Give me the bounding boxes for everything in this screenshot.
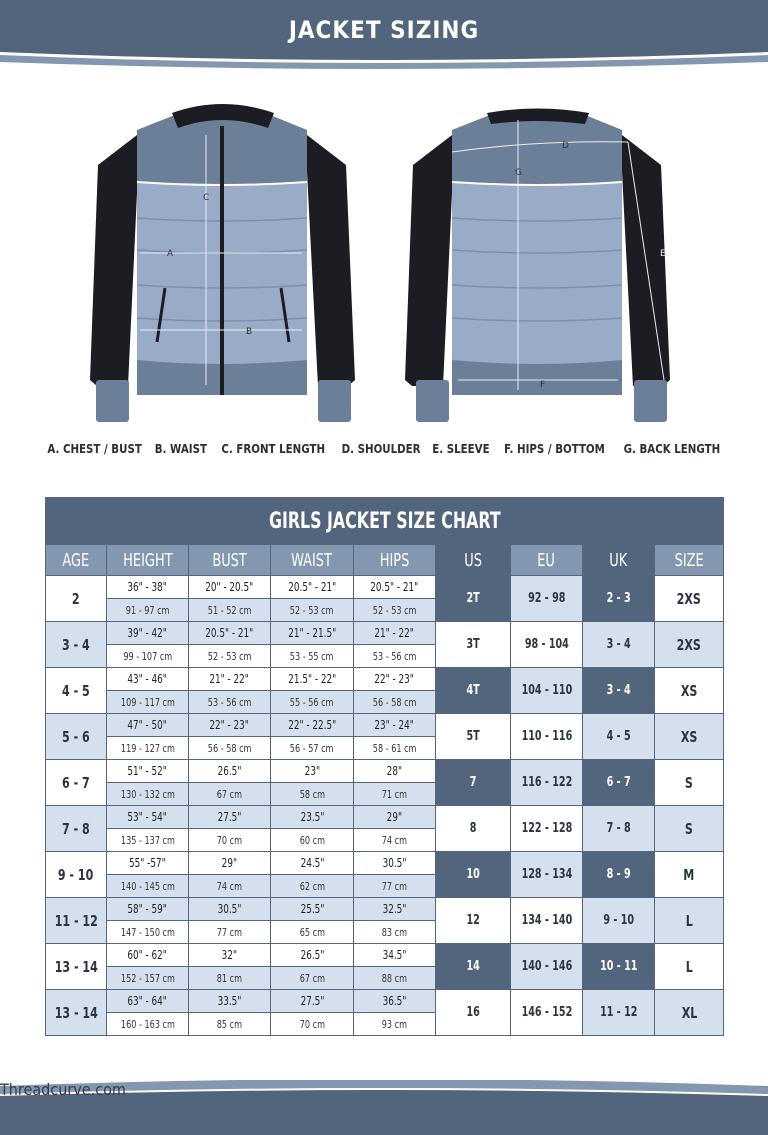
waist-in-cell: 23" bbox=[271, 760, 354, 783]
column-header: HIPS bbox=[354, 545, 436, 576]
eu-size-cell: 146 - 152 bbox=[511, 990, 583, 1036]
us-size-cell: 14 bbox=[436, 944, 511, 990]
table-row bbox=[46, 576, 724, 599]
age-cell: 7 - 8 bbox=[46, 806, 107, 852]
legend-item: A. CHEST / BUST bbox=[47, 441, 142, 456]
legend-item: F. HIPS / BOTTOM bbox=[504, 441, 606, 456]
svg-text:D: D bbox=[562, 141, 569, 151]
eu-size-cell: 98 - 104 bbox=[511, 622, 583, 668]
jacket-back-view bbox=[405, 109, 670, 423]
height-in-cell: 51" - 52" bbox=[107, 760, 189, 783]
size-cell: M bbox=[655, 852, 724, 898]
hips-cm-cell: 71 cm bbox=[354, 783, 436, 806]
hips-in-cell: 30.5" bbox=[354, 852, 436, 875]
uk-size-cell: 2 - 3 bbox=[583, 576, 655, 622]
hips-cm-cell: 74 cm bbox=[354, 829, 436, 852]
hips-cm-cell: 52 - 53 cm bbox=[354, 599, 436, 622]
age-cell: 9 - 10 bbox=[46, 852, 107, 898]
footer-brand: Threadcurve.com bbox=[0, 1080, 126, 1099]
column-header: SIZE bbox=[655, 545, 724, 576]
bust-in-cell: 29" bbox=[189, 852, 271, 875]
height-cm-cell: 130 - 132 cm bbox=[107, 783, 189, 806]
column-header: WAIST bbox=[271, 545, 354, 576]
height-cm-cell: 91 - 97 cm bbox=[107, 599, 189, 622]
waist-in-cell: 21" - 21.5" bbox=[271, 622, 354, 645]
size-cell: L bbox=[655, 944, 724, 990]
hips-in-cell: 22" - 23" bbox=[354, 668, 436, 691]
legend-item: C. FRONT LENGTH bbox=[221, 441, 325, 456]
waist-cm-cell: 65 cm bbox=[271, 921, 354, 944]
hips-in-cell: 23" - 24" bbox=[354, 714, 436, 737]
waist-in-cell: 20.5" - 21" bbox=[271, 576, 354, 599]
jacket-diagram bbox=[0, 90, 768, 430]
hips-cm-cell: 77 cm bbox=[354, 875, 436, 898]
height-cm-cell: 152 - 157 cm bbox=[107, 967, 189, 990]
height-cm-cell: 140 - 145 cm bbox=[107, 875, 189, 898]
uk-size-cell: 11 - 12 bbox=[583, 990, 655, 1036]
svg-text:A: A bbox=[167, 249, 174, 259]
bust-in-cell: 20" - 20.5" bbox=[189, 576, 271, 599]
height-in-cell: 55" -57" bbox=[107, 852, 189, 875]
table-row bbox=[46, 806, 724, 829]
height-cm-cell: 147 - 150 cm bbox=[107, 921, 189, 944]
legend-item: G. BACK LENGTH bbox=[623, 441, 721, 456]
height-in-cell: 43" - 46" bbox=[107, 668, 189, 691]
waist-in-cell: 26.5" bbox=[271, 944, 354, 967]
eu-size-cell: 140 - 146 bbox=[511, 944, 583, 990]
hips-in-cell: 28" bbox=[354, 760, 436, 783]
hips-in-cell: 21" - 22" bbox=[354, 622, 436, 645]
age-cell: 13 - 14 bbox=[46, 990, 107, 1036]
uk-size-cell: 7 - 8 bbox=[583, 806, 655, 852]
age-cell: 2 bbox=[46, 576, 107, 622]
hips-in-cell: 32.5" bbox=[354, 898, 436, 921]
bust-cm-cell: 52 - 53 cm bbox=[189, 645, 271, 668]
table-row bbox=[46, 622, 724, 645]
waist-cm-cell: 58 cm bbox=[271, 783, 354, 806]
waist-in-cell: 21.5" - 22" bbox=[271, 668, 354, 691]
svg-text:C: C bbox=[203, 193, 210, 203]
size-cell: 2XS bbox=[655, 622, 724, 668]
bust-cm-cell: 53 - 56 cm bbox=[189, 691, 271, 714]
uk-size-cell: 8 - 9 bbox=[583, 852, 655, 898]
size-cell: XS bbox=[655, 714, 724, 760]
size-cell: XL bbox=[655, 990, 724, 1036]
height-cm-cell: 99 - 107 cm bbox=[107, 645, 189, 668]
hips-cm-cell: 56 - 58 cm bbox=[354, 691, 436, 714]
height-in-cell: 60" - 62" bbox=[107, 944, 189, 967]
bust-cm-cell: 51 - 52 cm bbox=[189, 599, 271, 622]
column-header: AGE bbox=[46, 545, 107, 576]
us-size-cell: 12 bbox=[436, 898, 511, 944]
height-in-cell: 63" - 64" bbox=[107, 990, 189, 1013]
legend-item: D. SHOULDER bbox=[341, 441, 421, 456]
svg-text:B: B bbox=[246, 327, 253, 337]
eu-size-cell: 116 - 122 bbox=[511, 760, 583, 806]
size-cell: XS bbox=[655, 668, 724, 714]
us-size-cell: 2T bbox=[436, 576, 511, 622]
hips-cm-cell: 93 cm bbox=[354, 1013, 436, 1036]
size-chart-table bbox=[45, 497, 724, 1036]
waist-cm-cell: 62 cm bbox=[271, 875, 354, 898]
waist-in-cell: 22" - 22.5" bbox=[271, 714, 354, 737]
hips-cm-cell: 58 - 61 cm bbox=[354, 737, 436, 760]
age-cell: 13 - 14 bbox=[46, 944, 107, 990]
bust-cm-cell: 81 cm bbox=[189, 967, 271, 990]
bust-cm-cell: 56 - 58 cm bbox=[189, 737, 271, 760]
table-row bbox=[46, 990, 724, 1013]
uk-size-cell: 10 - 11 bbox=[583, 944, 655, 990]
svg-text:F: F bbox=[540, 380, 546, 390]
us-size-cell: 7 bbox=[436, 760, 511, 806]
bust-cm-cell: 67 cm bbox=[189, 783, 271, 806]
size-cell: L bbox=[655, 898, 724, 944]
uk-size-cell: 3 - 4 bbox=[583, 668, 655, 714]
height-in-cell: 39" - 42" bbox=[107, 622, 189, 645]
waist-in-cell: 23.5" bbox=[271, 806, 354, 829]
eu-size-cell: 92 - 98 bbox=[511, 576, 583, 622]
column-header: EU bbox=[511, 545, 583, 576]
table-row bbox=[46, 852, 724, 875]
table-row bbox=[46, 714, 724, 737]
age-cell: 11 - 12 bbox=[46, 898, 107, 944]
height-in-cell: 36" - 38" bbox=[107, 576, 189, 599]
waist-in-cell: 25.5" bbox=[271, 898, 354, 921]
bust-in-cell: 33.5" bbox=[189, 990, 271, 1013]
column-header: US bbox=[436, 545, 511, 576]
us-size-cell: 8 bbox=[436, 806, 511, 852]
age-cell: 5 - 6 bbox=[46, 714, 107, 760]
legend-item: E. SLEEVE bbox=[432, 441, 491, 456]
page-title: JACKET SIZING bbox=[288, 16, 480, 44]
hips-cm-cell: 53 - 56 cm bbox=[354, 645, 436, 668]
age-cell: 6 - 7 bbox=[46, 760, 107, 806]
table-row bbox=[46, 668, 724, 691]
hips-in-cell: 20.5" - 21" bbox=[354, 576, 436, 599]
svg-text:G: G bbox=[515, 168, 522, 178]
bust-in-cell: 30.5" bbox=[189, 898, 271, 921]
height-in-cell: 58" - 59" bbox=[107, 898, 189, 921]
us-size-cell: 3T bbox=[436, 622, 511, 668]
bust-cm-cell: 85 cm bbox=[189, 1013, 271, 1036]
waist-cm-cell: 60 cm bbox=[271, 829, 354, 852]
bust-in-cell: 22" - 23" bbox=[189, 714, 271, 737]
bust-cm-cell: 77 cm bbox=[189, 921, 271, 944]
table-row bbox=[46, 944, 724, 967]
column-header: UK bbox=[583, 545, 655, 576]
column-header: BUST bbox=[189, 545, 271, 576]
us-size-cell: 16 bbox=[436, 990, 511, 1036]
eu-size-cell: 122 - 128 bbox=[511, 806, 583, 852]
bust-in-cell: 20.5" - 21" bbox=[189, 622, 271, 645]
uk-size-cell: 6 - 7 bbox=[583, 760, 655, 806]
waist-cm-cell: 53 - 55 cm bbox=[271, 645, 354, 668]
hips-in-cell: 29" bbox=[354, 806, 436, 829]
bust-cm-cell: 70 cm bbox=[189, 829, 271, 852]
age-cell: 3 - 4 bbox=[46, 622, 107, 668]
header-banner bbox=[0, 0, 768, 70]
bust-in-cell: 27.5" bbox=[189, 806, 271, 829]
waist-cm-cell: 70 cm bbox=[271, 1013, 354, 1036]
waist-in-cell: 24.5" bbox=[271, 852, 354, 875]
waist-cm-cell: 55 - 56 cm bbox=[271, 691, 354, 714]
svg-text:E: E bbox=[660, 249, 666, 259]
size-cell: S bbox=[655, 806, 724, 852]
jacket-illustration bbox=[0, 90, 768, 430]
uk-size-cell: 4 - 5 bbox=[583, 714, 655, 760]
legend-item: B. WAIST bbox=[154, 441, 208, 456]
us-size-cell: 5T bbox=[436, 714, 511, 760]
height-cm-cell: 135 - 137 cm bbox=[107, 829, 189, 852]
size-chart-title: GIRLS JACKET SIZE CHART bbox=[46, 498, 724, 545]
column-header: HEIGHT bbox=[107, 545, 189, 576]
hips-cm-cell: 83 cm bbox=[354, 921, 436, 944]
height-cm-cell: 160 - 163 cm bbox=[107, 1013, 189, 1036]
eu-size-cell: 128 - 134 bbox=[511, 852, 583, 898]
us-size-cell: 10 bbox=[436, 852, 511, 898]
height-cm-cell: 119 - 127 cm bbox=[107, 737, 189, 760]
height-cm-cell: 109 - 117 cm bbox=[107, 691, 189, 714]
eu-size-cell: 104 - 110 bbox=[511, 668, 583, 714]
eu-size-cell: 110 - 116 bbox=[511, 714, 583, 760]
uk-size-cell: 9 - 10 bbox=[583, 898, 655, 944]
size-cell: 2XS bbox=[655, 576, 724, 622]
waist-cm-cell: 52 - 53 cm bbox=[271, 599, 354, 622]
waist-cm-cell: 67 cm bbox=[271, 967, 354, 990]
jacket-front-view bbox=[90, 104, 355, 422]
eu-size-cell: 134 - 140 bbox=[511, 898, 583, 944]
bust-cm-cell: 74 cm bbox=[189, 875, 271, 898]
bust-in-cell: 26.5" bbox=[189, 760, 271, 783]
waist-cm-cell: 56 - 57 cm bbox=[271, 737, 354, 760]
waist-in-cell: 27.5" bbox=[271, 990, 354, 1013]
measurement-legend bbox=[0, 441, 768, 461]
hips-in-cell: 34.5" bbox=[354, 944, 436, 967]
table-row bbox=[46, 760, 724, 783]
hips-in-cell: 36.5" bbox=[354, 990, 436, 1013]
us-size-cell: 4T bbox=[436, 668, 511, 714]
uk-size-cell: 3 - 4 bbox=[583, 622, 655, 668]
bust-in-cell: 21" - 22" bbox=[189, 668, 271, 691]
age-cell: 4 - 5 bbox=[46, 668, 107, 714]
bust-in-cell: 32" bbox=[189, 944, 271, 967]
table-row bbox=[46, 898, 724, 921]
hips-cm-cell: 88 cm bbox=[354, 967, 436, 990]
size-cell: S bbox=[655, 760, 724, 806]
height-in-cell: 53" - 54" bbox=[107, 806, 189, 829]
height-in-cell: 47" - 50" bbox=[107, 714, 189, 737]
